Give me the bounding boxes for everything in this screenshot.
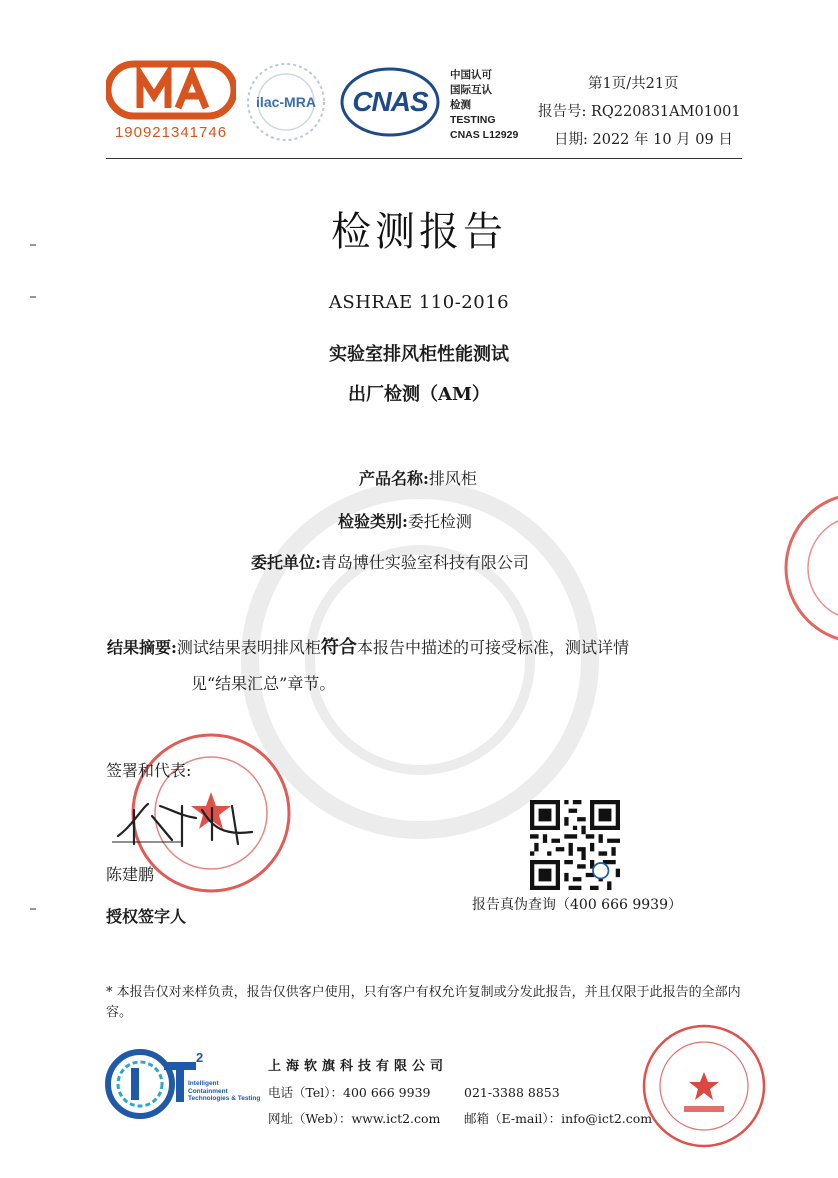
summary-emphasis: 符合 (320, 637, 357, 658)
summary-text-1: 测试结果表明排风柜 (176, 638, 321, 657)
page-indicator: 第1页/共21页 (588, 76, 679, 92)
client-label: 委托单位: (251, 553, 321, 572)
partial-seal-stamp (780, 488, 838, 648)
cnas-info-line: 国际互认 (450, 84, 492, 96)
testing-seal-stamp (640, 1022, 768, 1150)
footer-tel-2: 021-3388 8853 (464, 1085, 560, 1100)
product-label: 产品名称: (359, 469, 429, 488)
ilac-mra-text: ilac-MRA (256, 94, 316, 110)
cnas-accreditation-info (450, 68, 518, 143)
footer-tel: 电话（Tel）：400 666 9939 (268, 1085, 431, 1100)
category-field (338, 509, 472, 532)
product-value: 排风柜 (428, 469, 477, 488)
report-date-value: 2022 年 10 月 09 日 (592, 132, 733, 148)
report-date (538, 126, 741, 154)
category-value: 委托检测 (407, 512, 472, 531)
result-summary (107, 630, 747, 702)
ict2-tagline-line: Containment (188, 1087, 228, 1095)
cnas-info-line: CNAS L12929 (450, 129, 519, 141)
footer-web[interactable]: 网址（Web）：www.ict2.com (268, 1111, 441, 1126)
standard-name: ASHRAE 110-2016 (328, 292, 510, 313)
client-field (251, 550, 529, 573)
verification-qr-code[interactable] (530, 800, 620, 890)
cnas-info-line: 检测 (450, 99, 471, 111)
cma-number: 190921341746 (114, 124, 228, 141)
cnas-info-line: 中国认可 (450, 69, 492, 81)
ict2-logo (104, 1044, 274, 1124)
margin-mark (30, 296, 36, 298)
signature-label: 签署和代表: (106, 761, 192, 780)
cnas-logo (338, 66, 442, 138)
cma-logo (106, 58, 236, 144)
signer-name: 陈建鹏 (106, 865, 155, 884)
disclaimer-note: * 本报告仅对来样负责，报告仅供客户使用，只有客户有权允许复制或分发此报告，并且仅限于此报告的全部内容。 (106, 985, 741, 1020)
cma-mark-icon (106, 58, 236, 124)
report-date-label: 日期: (554, 132, 588, 148)
report-number (538, 98, 741, 126)
handwritten-signature (112, 796, 262, 850)
signer-title: 授权签字人 (106, 907, 187, 926)
footer-email[interactable]: 邮箱（E-mail）：info@ict2.com (464, 1111, 653, 1126)
margin-mark (30, 908, 36, 910)
summary-text-2: 本报告中描述的可接受标准，测试详情 (356, 638, 629, 657)
ict2-tagline-line: Technologies & Testing (188, 1095, 261, 1102)
cnas-info-line: TESTING (450, 114, 496, 126)
summary-text-3: 见“结果汇总”章节。 (191, 674, 336, 693)
test-name: 实验室排风柜性能测试 (329, 344, 509, 365)
client-value: 青岛博仕实验室科技有限公司 (320, 553, 529, 572)
category-label: 检验类别: (338, 512, 408, 531)
header-divider (106, 158, 742, 159)
report-number-label: 报告号: (538, 104, 587, 120)
product-field (359, 466, 477, 489)
ilac-mra-logo (244, 60, 328, 144)
margin-mark (30, 244, 36, 246)
cnas-text: CNAS (352, 86, 428, 117)
report-header-info (538, 70, 741, 154)
footer-company-name: 上海软旗科技有限公司 (268, 1059, 449, 1074)
report-title: 检测报告 (331, 209, 507, 255)
test-type: 出厂检测（AM） (348, 384, 490, 405)
report-number-value: RQ220831AM01001 (591, 104, 741, 120)
ict2-tagline-line: Intelligent (188, 1080, 219, 1087)
ict2-logo-superscript: 2 (196, 1050, 204, 1065)
ict2-tagline (188, 1080, 260, 1103)
footer-contact (268, 1080, 653, 1132)
verification-hotline: 报告真伪查询（400 666 9939） (472, 897, 682, 913)
summary-label: 结果摘要: (107, 638, 177, 657)
